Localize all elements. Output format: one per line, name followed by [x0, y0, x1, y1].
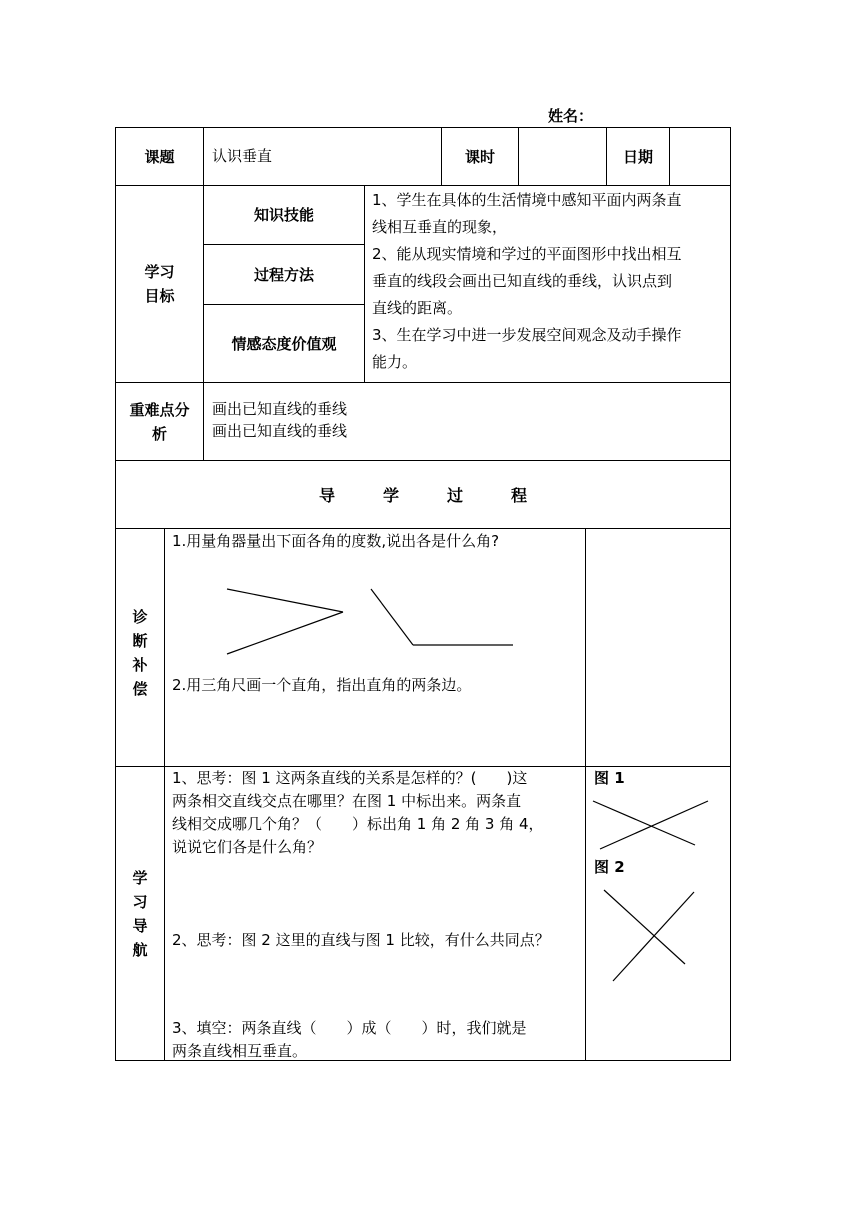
diagnose-label [116, 529, 164, 766]
keypoints-label-line2: 析 [151, 424, 167, 443]
period-label: 课时 [464, 147, 495, 166]
diagnose-label-char: 诊 [132, 607, 148, 626]
goals-label-line2: 目标 [144, 287, 175, 305]
goals-line: 2、能从现实情境和学过的平面图形中找出相互 [372, 245, 682, 263]
goals-line: 能力。 [372, 353, 418, 371]
guide-paragraph-1 [172, 767, 544, 859]
diagnose-label-char: 断 [132, 631, 148, 650]
obtuse-angle [371, 589, 513, 645]
goals-line: 1、学生在具体的生活情境中感知平面内两条直 [372, 191, 682, 209]
goals-label [116, 186, 203, 382]
period-value [519, 128, 606, 185]
process-title-char: 程 [511, 486, 528, 505]
keypoints-label-line1: 重难点分 [129, 400, 190, 419]
guide-label-char: 习 [132, 892, 148, 911]
guide-label-char: 导 [132, 916, 148, 935]
keypoints-label [116, 383, 203, 460]
process-title [116, 461, 730, 528]
diagnose-label-char: 补 [132, 655, 148, 674]
goals-line: 线相互垂直的现象， [372, 218, 508, 236]
guide-p3-line: 3、填空：两条直线（ ）成（ ）时，我们就是 [172, 1019, 527, 1037]
goals-line: 垂直的线段会画出已知直线的垂线，认识点到 [372, 272, 673, 290]
date-value [670, 128, 730, 185]
process-title-char: 导 [318, 486, 335, 505]
diagnose-question-1: 1.用量角器量出下面各角的度数,说出各是什么角? [172, 532, 500, 550]
process-title-char: 过 [447, 486, 464, 505]
guide-p1-line: 说说它们各是什么角？ [172, 838, 323, 856]
topic-label: 课题 [144, 147, 175, 166]
keypoint-line: 画出已知直线的垂线 [212, 400, 348, 418]
guide-p1-line: 线相交成哪几个角？（ ）标出角 1 角 2 角 3 角 4， [172, 815, 544, 833]
topic-value: 认识垂直 [212, 147, 273, 165]
figure-2-lines [604, 890, 694, 981]
guide-label-char: 航 [132, 940, 148, 959]
guide-label [116, 767, 164, 1060]
goals-content [372, 187, 728, 376]
keypoint-line: 画出已知直线的垂线 [212, 422, 348, 440]
figure-1-lines [593, 801, 708, 849]
goals-line: 3、生在学习中进一步发展空间观念及动手操作 [372, 326, 682, 344]
goals-label-line1: 学习 [144, 263, 175, 281]
figure-1-label: 图 1 [594, 769, 625, 787]
figure-2-label: 图 2 [594, 858, 625, 876]
guide-p3-line: 两条直线相互垂直。 [172, 1042, 308, 1060]
process-title-char: 学 [382, 486, 399, 505]
name-label: 姓名： [548, 107, 594, 125]
guide-label-char: 学 [132, 868, 148, 887]
guide-p1-line: 两条相交直线交点在哪里？在图 1 中标出来。两条直 [172, 792, 522, 810]
goal-emotion-values: 情感态度价值观 [231, 334, 337, 353]
diagnose-label-char: 偿 [132, 679, 148, 698]
acute-angle [227, 589, 343, 654]
goals-line: 直线的距离。 [372, 299, 463, 317]
diagnose-question-2: 2.用三角尺画一个直角，指出直角的两条边。 [172, 676, 472, 694]
guide-paragraph-2: 2、思考：图 2 这里的直线与图 1 比较，有什么共同点？ [172, 931, 550, 949]
date-label: 日期 [622, 147, 653, 166]
goal-knowledge-skill: 知识技能 [253, 206, 314, 224]
guide-p1-line: 1、思考：图 1 这两条直线的关系是怎样的？( )这 [172, 769, 528, 787]
goal-process-method: 过程方法 [253, 265, 314, 284]
guide-paragraph-3 [172, 1017, 527, 1063]
keypoints-content [212, 398, 347, 442]
